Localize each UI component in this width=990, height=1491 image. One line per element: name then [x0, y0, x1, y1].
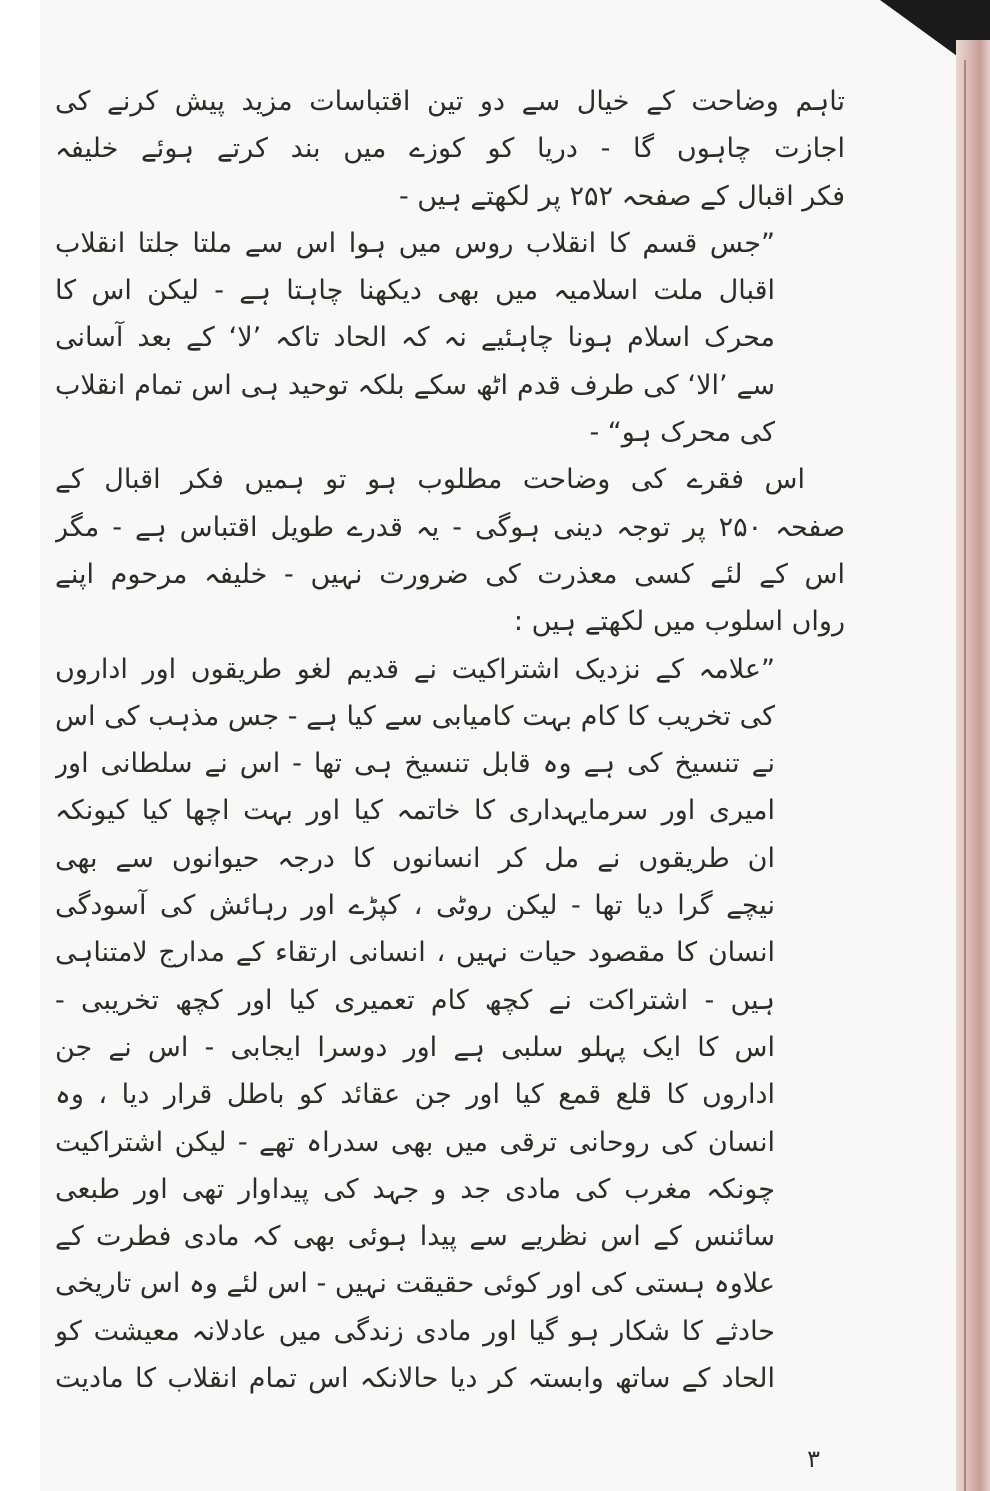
text-line: فکر اقبال کے صفحہ ۲۵۲ پر لکھتے ہیں - — [398, 180, 845, 212]
paragraph — [55, 456, 845, 645]
text-line: انسان کا مقصود حیات نہیں ، انسانی ارتقاء کے مدارج لامتناہی — [55, 937, 775, 969]
text-line: تاہم وضاحت کے خیال سے دو تین اقتباسات مزید پیش کرنے کی — [55, 86, 845, 117]
text-line: ”جس قسم کا انقلاب روس میں ہوا اس سے ملتا جلتا انقلاب — [55, 227, 775, 259]
text-line: ہیں - اشتراکت نے کچھ کام تعمیری کیا اور کچھ تخریبی - — [55, 984, 775, 1016]
text-line: امیری اور سرمایہداری کا خاتمہ کیا اور بہت اچھا کیا کیونکہ — [55, 795, 775, 827]
text-line: اداروں کا قلع قمع کیا اور جن عقائد کو باطل قرار دیا ، وہ — [55, 1079, 775, 1111]
text-line: محرک اسلام ہونا چاہئیے نہ کہ الحاد تاکہ ’لا‘ کے بعد آسانی — [55, 322, 775, 354]
text-line: انسان کی روحانی ترقی میں بھی سدراہ تھے - لیکن اشتراکیت — [55, 1126, 775, 1158]
text-line: ”علامہ کے نزدیک اشتراکیت نے قدیم لغو طریقوں اور اداروں — [55, 653, 775, 685]
book-spine — [956, 40, 990, 1491]
block-quote — [55, 220, 845, 456]
scan-margin — [0, 0, 40, 1491]
text-line: نے تنسیخ کی ہے وہ قابل تنسیخ ہی تھا - اس نے سلطانی اور — [55, 748, 775, 780]
text-line: اقبال ملت اسلامیہ میں بھی دیکھنا چاہتا ہے - لیکن اس کا — [55, 275, 775, 307]
text-line: چونکہ مغرب کی مادی جد و جہد کی پیداوار تھی اور طبعی — [55, 1173, 775, 1205]
text-line: صفحہ ۲۵۰ پر توجہ دینی ہوگی - یہ قدرے طویل اقتباس ہے - مگر — [55, 511, 845, 543]
text-line: اس کے لئے کسی معذرت کی ضرورت نہیں - خلیفہ مرحوم اپنے — [55, 558, 845, 590]
text-line: نیچے گرا دیا تھا - لیکن روٹی ، کپڑے اور رہائش کی آسودگی — [55, 890, 775, 922]
text-line: اس کا ایک پہلو سلبی ہے اور دوسرا ایجابی - اس نے جن — [55, 1031, 775, 1063]
block-quote — [55, 646, 845, 1403]
paragraph — [55, 78, 845, 220]
text-line: اس فقرے کی وضاحت مطلوب ہو تو ہمیں فکر اقبال کے — [55, 464, 805, 496]
text-line: سے ’الا‘ کی طرف قدم اٹھ سکے بلکہ توحید ہی اس تمام انقلاب — [55, 369, 775, 401]
text-line: ان طریقوں نے مل کر انسانوں کا درجہ حیوانوں سے بھی — [55, 842, 775, 874]
text-line: علاوہ ہستی کی اور کوئی حقیقت نہیں - اس لئے وہ اس تاریخی — [55, 1268, 775, 1300]
text-line: اجازت چاہوں گا - دریا کو کوزے میں بند کرتے ہوئے خلیفہ — [55, 133, 845, 165]
text-line: سائنس کے اس نظریے سے پیدا ہوئی بھی کہ مادی فطرت کے — [55, 1221, 775, 1253]
spine-crease — [964, 60, 966, 1491]
page-number: ۳ — [807, 1445, 820, 1473]
text-line: رواں اسلوب میں لکھتے ہیں : — [513, 606, 845, 638]
text-line: کی محرک ہو“ - — [589, 417, 775, 449]
text-line: کی تخریب کا کام بہت کامیابی سے کیا ہے - جس مذہب کی اس — [55, 700, 775, 732]
text-line: حادثے کا شکار ہو گیا اور مادی زندگی میں عادلانہ معیشت کو — [55, 1315, 775, 1347]
page-text — [55, 78, 845, 1402]
text-line: الحاد کے ساتھ وابستہ کر دیا حالانکہ اس تمام انقلاب کا مادیت — [55, 1363, 775, 1395]
